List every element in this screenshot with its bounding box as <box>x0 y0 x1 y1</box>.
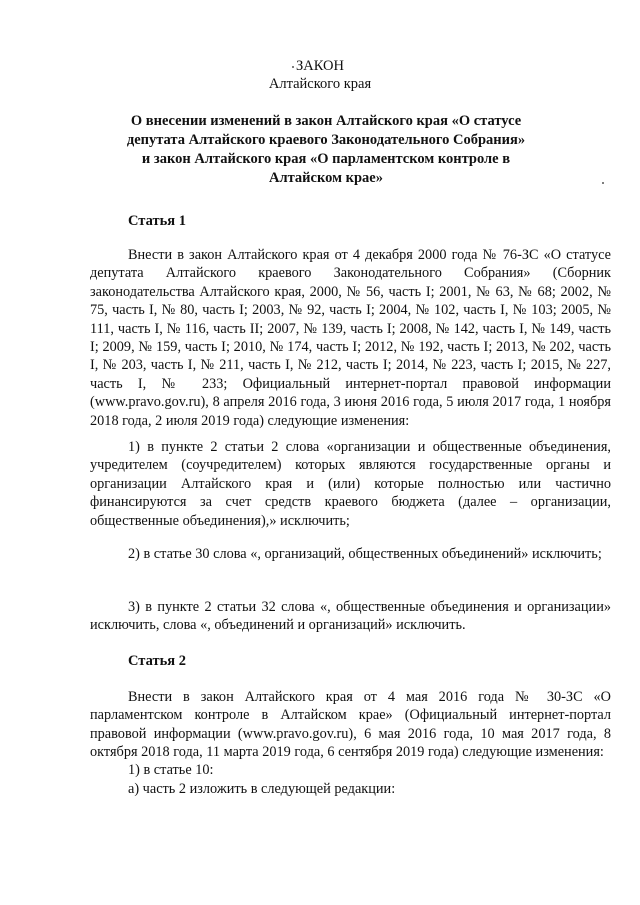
article-2-item-1a: а) часть 2 изложить в следующей редакции: <box>128 781 396 797</box>
article-1-item-2: 2) в статье 30 слова «, организаций, общественных объединений» исключить; <box>128 546 602 562</box>
article-2-title: Статья 2 <box>128 653 186 669</box>
article-2-item-1: 1) в статье 10: <box>128 762 214 778</box>
article-2-intro: Внести в закон Алтайского края от 4 мая 2016 года № 30-ЗС «О парламентском контроле в Алтайском крае» (Официальный интернет-портал правовой информации (www.pravo.gov.ru), 6 мая 2016 года, 10 мая 2017 года, 8 октября 2018 года, 11 марта 2019 года, 6 сентября 2019 года) следующие изменения: <box>90 689 611 761</box>
article-1-title: Статья 1 <box>128 213 186 229</box>
law-region: Алтайского края <box>268 76 372 92</box>
article-1-item-1: 1) в пункте 2 статьи 2 слова «организации и общественные объединения, учредителем (соучредителем) которых являются государственные органы и организации Алтайского края и (или) которые полностью или частично финансируются за счет средств краевого бюджета (далее – организации, общественные объединения),» исключить; <box>90 439 611 529</box>
law-title: ЗАКОН <box>296 58 344 74</box>
article-1-intro: Внести в закон Алтайского края от 4 декабря 2000 года № 76-ЗС «О статусе депутата Алтайского краевого Законодательного Собрания» (Сборник законодательства Алтайского края, 2000, № 56, часть I; 2001, № 63, № 68; 2002, № 75, часть I, № 80, часть I; 2003, № 92, часть I; 2004, № 102, часть I, № 103; 2005, № 111, часть I, № 116, часть II; 2007, № 139, часть I; 2008, № 142, часть I, № 149, часть I; 2009, № 159, часть I; 2010, № 174, часть I; 2012, № 192, часть I; 2013, № 202, часть I, № 203, часть I, № 211, часть I, № 212, часть I; 2014, № 223, часть I; 2015, № 227, часть I, № 233; Официальный интернет-портал правовой информации (www.pravo.gov.ru), 8 апреля 2016 года, 3 июня 2016 года, 5 июля 2017 года, 1 ноября 2018 года, 2 июля 2019 года) следующие изменения: <box>90 247 611 429</box>
scan-speck <box>602 182 604 184</box>
article-1-item-3: 3) в пункте 2 статьи 32 слова «, общественные объединения и организации» исключить, слова «, объединений и организаций» исключить. <box>90 599 611 634</box>
law-heading: О внесении изменений в закон Алтайского края «О статусе депутата Алтайского краевого Законодательного Собрания» и закон Алтайского края «О парламентском контроле в Алтайском крае» <box>126 113 526 186</box>
